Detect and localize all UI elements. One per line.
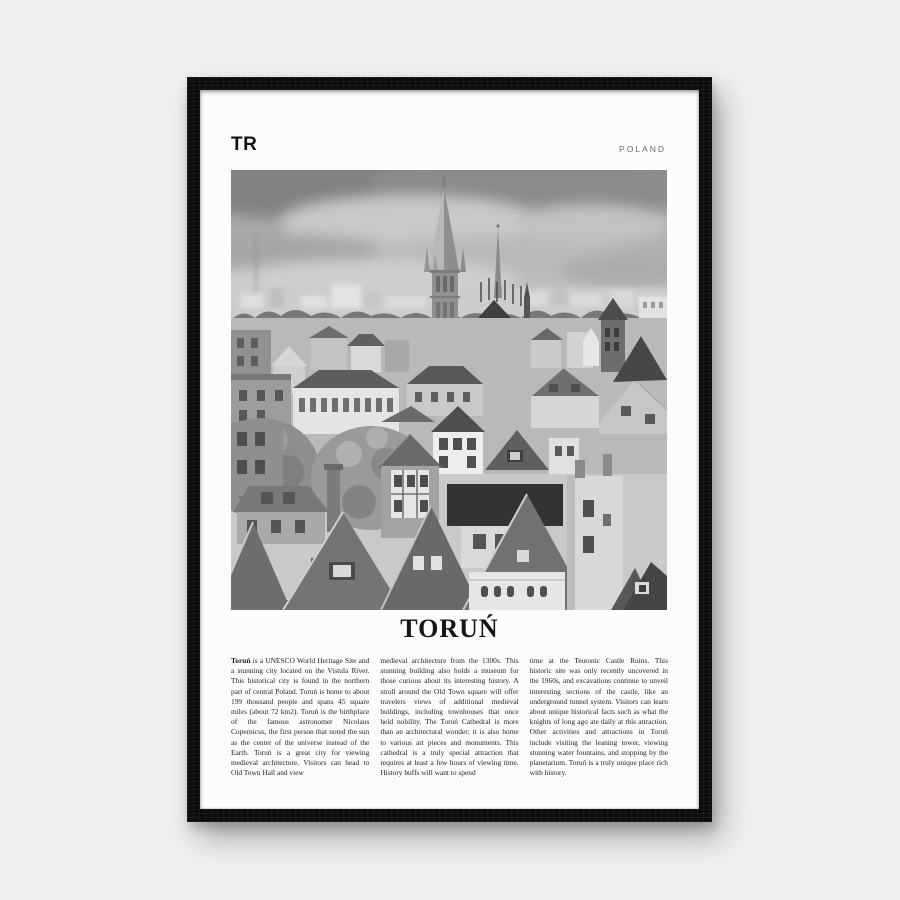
body-column-1 (231, 656, 369, 778)
poster-print (200, 90, 699, 809)
horizon-right (639, 298, 667, 318)
poster-title: TORUŃ (400, 614, 499, 643)
brand-initials: TR (231, 134, 258, 155)
body-column-3: time at the Teutonic Castle Ruins. This historic site was only recently uncovered in the 1960s, and excavations continue to unveil interesting sections of the castle, like an underground tunnel system. Visitors can learn about unique historical facts such as what the knights of long ago ate daily at this attraction. Other activities and attractions in Toruń include visiting the leaning tower, viewing stunning water fountains, and stopping by the planetarium. Toruń is a truly unique place rich with history. (529, 656, 668, 778)
column-1-text: is a UNESCO World Heritage Site and a stunning city located on the Vistula River. This historical city is found in the northern part of central Poland. Toruń is home to about 199 thousand people and spans 45 square miles (about 72 km2). Toruń is the birthplace of the famous astronomer Nicolaus Copernicus, the first person that noted the sun as the center of the universe instead of the Earth. Toruń is a great city for viewing medieval architecture. Visitors can head to Old Town Hall and view (231, 656, 370, 778)
matte (200, 90, 699, 809)
city-photo-illustration (231, 170, 667, 610)
country-label: POLAND (619, 144, 666, 154)
body-column-2: medieval architecture from the 1300s. This stunning building also holds a museum for those curious about its interesting history. A stroll around the Old Town square will offer travelers views of additional medieval buildings, including townhouses that once held nobility. The Toruń Cathedral is more than an architectural wonder; it is also home to various art pieces and monuments. This cathedral is a truly special attraction that requires at least a few hours of viewing time. History buffs will want to spend (380, 656, 519, 778)
body-columns (231, 656, 668, 778)
picture-frame (187, 77, 712, 822)
city-photo (231, 170, 667, 610)
lead-word: Toruń (231, 656, 251, 665)
